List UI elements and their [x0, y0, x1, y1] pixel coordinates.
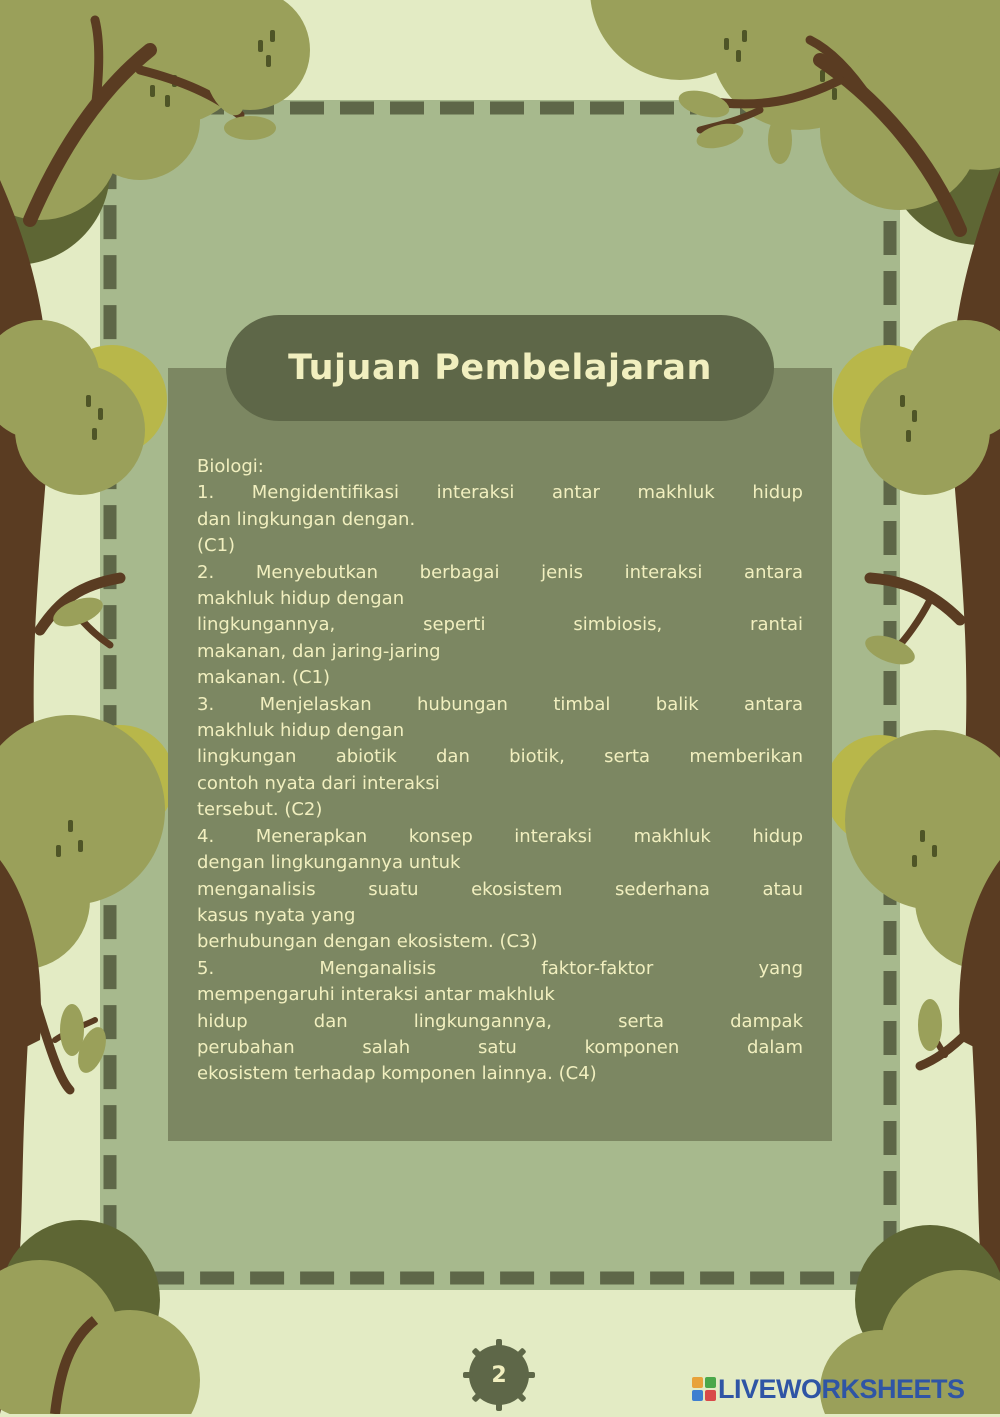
objective-line: 4. Menerapkan konsep interaksi makhluk hidup — [197, 825, 803, 847]
objective-line: menganalisis suatu ekosistem sederhana atau — [197, 878, 803, 900]
objective-line: makhluk hidup dengan — [197, 720, 405, 742]
objective-line: contoh nyata dari interaksi — [197, 772, 440, 794]
page-title: Tujuan Pembelajaran — [288, 348, 712, 388]
page-number: 2 — [491, 1362, 507, 1388]
objective-line: lingkungannya, seperti simbiosis, rantai — [197, 614, 803, 636]
liveworksheets-brand[interactable] — [692, 1374, 965, 1404]
page-number-badge — [461, 1337, 537, 1413]
objective-line: dengan lingkungannya untuk — [197, 852, 461, 874]
objective-line: hidup dan lingkungannya, serta dampak — [197, 1010, 803, 1032]
objective-line: makanan, dan jaring-jaring — [197, 640, 441, 662]
objective-line: dan lingkungan dengan. — [197, 508, 416, 530]
objective-line: perubahan salah satu komponen dalam — [197, 1036, 803, 1058]
objective-line: tersebut. (C2) — [197, 799, 323, 821]
objective-line: ekosistem terhadap komponen lainnya. (C4) — [197, 1063, 597, 1085]
objective-line: 1. Mengidentifikasi interaksi antar makhluk hidup — [197, 482, 803, 504]
title-banner — [226, 315, 774, 421]
objective-line: lingkungan abiotik dan biotik, serta memberikan — [197, 746, 803, 768]
brand-text: LIVEWORKSHEETS — [718, 1373, 965, 1404]
objective-line: 3. Menjelaskan hubungan timbal balik antara — [197, 693, 803, 715]
objective-line: makhluk hidup dengan — [197, 588, 405, 610]
objective-line: 2. Menyebutkan berbagai jenis interaksi antara — [197, 561, 803, 583]
objective-line: mempengaruhi interaksi antar makhluk — [197, 984, 555, 1006]
objective-line: 5. Menganalisis faktor-faktor yang — [197, 957, 803, 979]
objective-line: makanan. (C1) — [197, 667, 331, 689]
objective-line: (C1) — [197, 535, 236, 557]
objective-line: berhubungan dengan ekosistem. (C3) — [197, 931, 538, 953]
objectives-text — [197, 454, 803, 1088]
objective-line: Biologi: — [197, 456, 264, 477]
objective-line: kasus nyata yang — [197, 904, 356, 926]
liveworksheets-logo-icon — [692, 1377, 716, 1401]
